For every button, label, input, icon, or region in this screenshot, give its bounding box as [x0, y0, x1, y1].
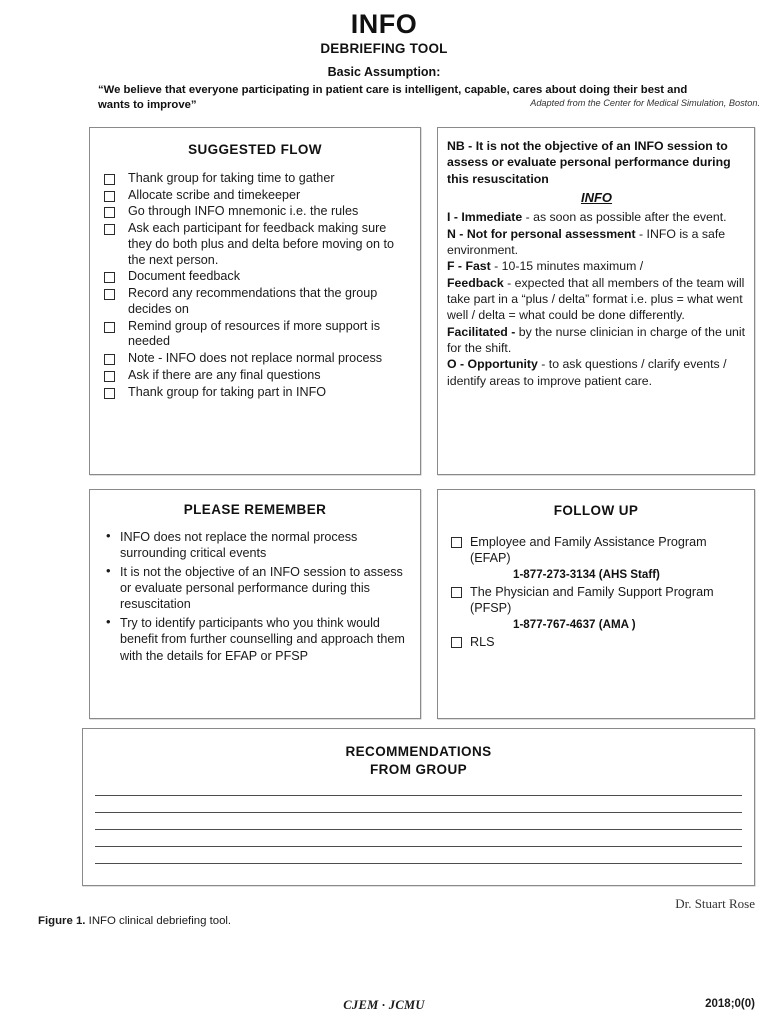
suggested-flow-checklist	[90, 171, 420, 400]
nb-info-body	[438, 128, 754, 395]
recommendations-panel	[82, 728, 755, 886]
info-entry-body: by the nurse clinician in charge of the unit for the shift.	[447, 324, 746, 356]
figure-caption	[38, 915, 231, 927]
info-entry-body: - 10-15 minutes maximum /	[490, 259, 644, 274]
info-mnemonic-entry	[447, 258, 746, 274]
follow-up-row[interactable]	[451, 534, 744, 566]
write-in-line[interactable]	[95, 829, 742, 830]
info-entry-term: Opportunity	[467, 357, 538, 372]
checklist-item-label: Document feedback	[128, 269, 241, 284]
nb-info-panel	[437, 127, 755, 475]
please-remember-title: PLEASE REMEMBER	[183, 502, 327, 517]
info-mnemonic-list	[447, 209, 746, 389]
basic-assumption-block	[0, 83, 768, 113]
checkbox-icon[interactable]	[451, 537, 462, 548]
info-entry-letter: O -	[447, 357, 468, 372]
document-subtitle: DEBRIEFING TOOL	[320, 41, 448, 57]
info-entry-term: Fast	[465, 259, 491, 274]
checklist-item[interactable]	[102, 171, 410, 187]
follow-up-row[interactable]	[451, 634, 744, 650]
please-remember-panel	[89, 489, 421, 719]
checkbox-icon[interactable]	[104, 174, 115, 185]
info-entry-term: Facilitated -	[447, 324, 516, 339]
checklist-item-label: Allocate scribe and timekeeper	[128, 187, 301, 202]
please-remember-bullet-list	[90, 529, 420, 664]
page-number: 2018;0(0)	[705, 998, 755, 1010]
info-entry-letter: I -	[447, 210, 462, 225]
follow-up-phone-number: 1-877-767-4637 (AMA )	[513, 618, 636, 632]
checklist-item[interactable]	[102, 221, 410, 268]
checkbox-icon[interactable]	[104, 224, 115, 235]
follow-up-label: RLS	[470, 635, 495, 650]
follow-up-item[interactable]	[451, 534, 744, 581]
basic-assumption-quote: “We believe that everyone participating in patient care is intelligent, capable, cares about doing their best and wants to improve”	[98, 84, 688, 112]
figure-caption-text: INFO clinical debriefing tool.	[88, 915, 232, 927]
recommendations-title-line2: FROM GROUP	[370, 762, 467, 778]
info-mnemonic-entry	[447, 356, 746, 389]
checkbox-icon[interactable]	[104, 289, 115, 300]
info-entry-letter: F -	[447, 259, 466, 274]
checkbox-icon[interactable]	[104, 371, 115, 382]
info-entry-term: Immediate	[461, 210, 523, 225]
remember-bullet: • Try to identify participants who you think would benefit from further counselling and approach them with the details for EFAP or PFSP	[120, 615, 408, 664]
suggested-flow-panel	[89, 127, 421, 475]
follow-up-title: FOLLOW UP	[553, 503, 639, 518]
write-in-line[interactable]	[95, 846, 742, 847]
suggested-flow-title: SUGGESTED FLOW	[188, 142, 322, 157]
recommendations-title	[83, 743, 754, 779]
checklist-item-label: Ask if there are any final questions	[128, 367, 321, 382]
recommendations-write-in-lines[interactable]	[83, 795, 754, 864]
checkbox-icon[interactable]	[104, 322, 115, 333]
info-mnemonic-entry	[447, 275, 746, 324]
checklist-item-label: Record any recommendations that the group decides on	[128, 286, 378, 316]
info-mnemonic-entry	[447, 324, 746, 357]
checklist-item[interactable]	[102, 286, 410, 317]
info-entry-letter: N -	[447, 226, 467, 241]
info-entry-body: - as soon as possible after the event.	[522, 210, 727, 225]
info-entry-term: Feedback	[447, 275, 504, 290]
write-in-line[interactable]	[95, 812, 742, 813]
info-entry-body: - INFO is a safe environment.	[447, 226, 726, 257]
checkbox-icon[interactable]	[104, 191, 115, 202]
quote-attribution: Adapted from the Center for Medical Simulation, Boston.	[530, 98, 760, 109]
write-in-line[interactable]	[95, 863, 742, 864]
follow-up-checklist	[438, 534, 754, 651]
info-mnemonic-heading: INFO	[580, 190, 613, 206]
recommendations-title-line1: RECOMMENDATIONS	[345, 744, 492, 759]
checklist-item[interactable]	[102, 319, 410, 350]
checklist-item-label: Ask each participant for feedback making sure they do both plus and delta before moving on to the next person.	[128, 221, 395, 267]
checkbox-icon[interactable]	[104, 207, 115, 218]
remember-bullet: • It is not the objective of an INFO session to assess or evaluate personal performance during this resuscitation	[120, 564, 408, 613]
checklist-item-label: Remind group of resources if more support is needed	[128, 318, 380, 349]
nb-statement: NB - It is not the objective of an INFO session to assess or evaluate personal performance during this resuscitation	[447, 139, 731, 186]
info-entry-term: Not for personal assessment	[466, 226, 636, 241]
follow-up-row[interactable]	[451, 584, 744, 616]
checklist-item[interactable]	[102, 204, 410, 220]
follow-up-item[interactable]	[451, 584, 744, 631]
remember-bullet: • INFO does not replace the normal process surrounding critical events	[120, 529, 408, 562]
info-mnemonic-entry	[447, 226, 746, 259]
write-in-line[interactable]	[95, 795, 742, 796]
checklist-item-label: Note - INFO does not replace normal process	[128, 351, 383, 366]
document-header	[0, 10, 768, 113]
checkbox-icon[interactable]	[451, 587, 462, 598]
page-title: INFO	[350, 9, 418, 39]
checkbox-icon[interactable]	[104, 354, 115, 365]
follow-up-label: The Physician and Family Support Program (PFSP)	[470, 585, 714, 616]
checklist-item[interactable]	[102, 351, 410, 367]
checkbox-icon[interactable]	[104, 272, 115, 283]
info-entry-body: - to ask questions / clarify events / identify areas to improve patient care.	[447, 357, 727, 388]
follow-up-item[interactable]	[451, 634, 744, 650]
checklist-item[interactable]	[102, 385, 410, 401]
basic-assumption-label: Basic Assumption:	[327, 65, 441, 80]
journal-name: CJEM · JCMU	[343, 998, 425, 1012]
follow-up-phone-number: 1-877-273-3134 (AHS Staff)	[513, 568, 660, 582]
checklist-item[interactable]	[102, 188, 410, 204]
info-entry-body: - expected that all members of the team will take part in a “plus / delta” format i.e. plus = what went well / delta = what could be done differently.	[447, 275, 745, 323]
follow-up-panel	[437, 489, 755, 719]
figure-label: Figure 1.	[38, 915, 86, 927]
follow-up-label: Employee and Family Assistance Program (EFAP)	[470, 535, 707, 566]
checklist-item[interactable]	[102, 269, 410, 285]
checklist-item[interactable]	[102, 368, 410, 384]
author-signature: Dr. Stuart Rose	[675, 896, 755, 911]
checklist-item-label: Thank group for taking time to gather	[128, 171, 335, 185]
info-mnemonic-entry	[447, 209, 746, 225]
checkbox-icon[interactable]	[451, 637, 462, 648]
checklist-item-label: Thank group for taking part in INFO	[128, 384, 327, 399]
checkbox-icon[interactable]	[104, 388, 115, 399]
checklist-item-label: Go through INFO mnemonic i.e. the rules	[128, 204, 359, 219]
